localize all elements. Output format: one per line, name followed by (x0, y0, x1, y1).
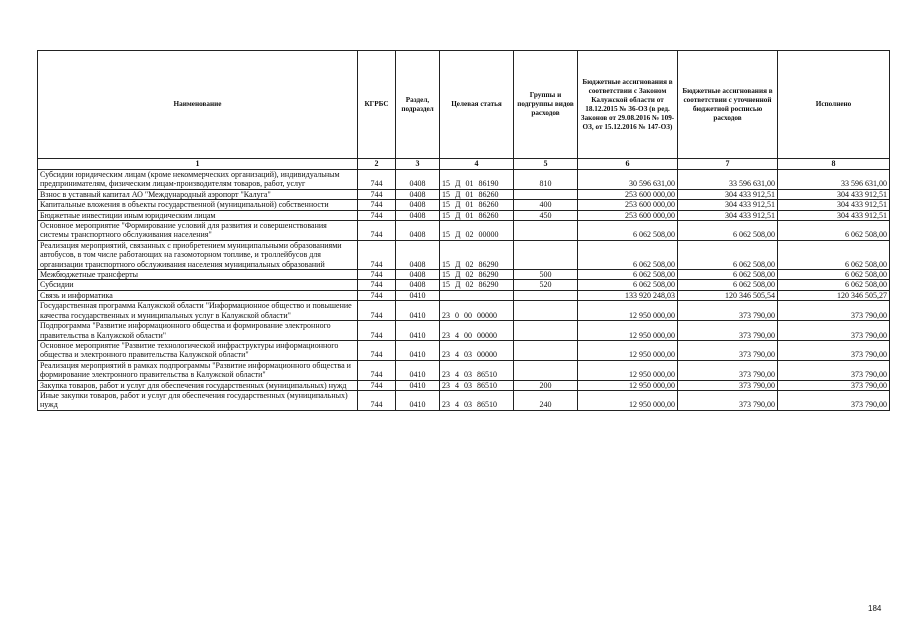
row-target: 23 4 03 00000 (440, 340, 514, 360)
row-group (514, 221, 578, 241)
row-section: 0408 (396, 210, 440, 220)
row-law-alloc: 6 062 508,00 (578, 270, 678, 280)
row-executed: 6 062 508,00 (778, 221, 890, 241)
row-executed: 6 062 508,00 (778, 280, 890, 290)
table-row (38, 189, 890, 199)
column-number: 6 (578, 159, 678, 170)
row-refined-alloc: 373 790,00 (678, 301, 778, 321)
row-kgrbs: 744 (358, 240, 396, 269)
page-number: 184 (868, 604, 882, 613)
column-number: 3 (396, 159, 440, 170)
column-number-row (38, 159, 890, 170)
table-row (38, 221, 890, 241)
row-law-alloc: 6 062 508,00 (578, 221, 678, 241)
row-name: Закупка товаров, работ и услуг для обеспечения государственных (муниципальных) нужд (38, 380, 358, 390)
row-group: 240 (514, 390, 578, 410)
row-target: 15 Д 01 86260 (440, 210, 514, 220)
row-law-alloc: 253 600 000,00 (578, 189, 678, 199)
row-law-alloc: 253 600 000,00 (578, 200, 678, 210)
row-section: 0410 (396, 340, 440, 360)
row-law-alloc: 6 062 508,00 (578, 280, 678, 290)
row-executed: 373 790,00 (778, 321, 890, 341)
row-name: Бюджетные инвестиции иным юридическим лицам (38, 210, 358, 220)
row-refined-alloc: 373 790,00 (678, 340, 778, 360)
table-row (38, 301, 890, 321)
row-section: 0410 (396, 380, 440, 390)
row-refined-alloc: 6 062 508,00 (678, 280, 778, 290)
row-target: 15 Д 02 00000 (440, 221, 514, 241)
row-law-alloc: 6 062 508,00 (578, 240, 678, 269)
table-row (38, 380, 890, 390)
row-group: 520 (514, 280, 578, 290)
row-section: 0408 (396, 170, 440, 190)
row-section: 0410 (396, 360, 440, 380)
row-section: 0410 (396, 321, 440, 341)
row-group (514, 321, 578, 341)
row-group (514, 301, 578, 321)
row-refined-alloc: 304 433 912,51 (678, 200, 778, 210)
column-number: 2 (358, 159, 396, 170)
column-number: 7 (678, 159, 778, 170)
row-name: Субсидии юридическим лицам (кроме некоммерческих организаций), индивидуальным предпринимателям, физическим лицам-производителям товаров, работ, услуг (38, 170, 358, 190)
row-target: 23 4 00 00000 (440, 321, 514, 341)
row-executed: 304 433 912,51 (778, 189, 890, 199)
row-kgrbs: 744 (358, 380, 396, 390)
row-refined-alloc: 33 596 631,00 (678, 170, 778, 190)
row-executed: 373 790,00 (778, 340, 890, 360)
table-row (38, 360, 890, 380)
row-law-alloc: 133 920 248,03 (578, 290, 678, 300)
row-kgrbs: 744 (358, 210, 396, 220)
row-law-alloc: 12 950 000,00 (578, 301, 678, 321)
row-kgrbs: 744 (358, 200, 396, 210)
row-target: 23 0 00 00000 (440, 301, 514, 321)
row-law-alloc: 12 950 000,00 (578, 390, 678, 410)
row-target (440, 290, 514, 300)
row-name: Капитальные вложения в объекты государственной (муниципальной) собственности (38, 200, 358, 210)
row-name: Межбюджетные трансферты (38, 270, 358, 280)
budget-table (37, 50, 890, 411)
table-row (38, 340, 890, 360)
row-executed: 373 790,00 (778, 301, 890, 321)
row-refined-alloc: 373 790,00 (678, 321, 778, 341)
column-number: 8 (778, 159, 890, 170)
row-kgrbs: 744 (358, 170, 396, 190)
table-row (38, 280, 890, 290)
row-target: 15 Д 02 86290 (440, 270, 514, 280)
header-row (38, 51, 890, 159)
row-law-alloc: 12 950 000,00 (578, 360, 678, 380)
column-number: 4 (440, 159, 514, 170)
row-kgrbs: 744 (358, 290, 396, 300)
row-group: 810 (514, 170, 578, 190)
row-group: 400 (514, 200, 578, 210)
header-executed: Исполнено (778, 51, 890, 159)
row-group: 500 (514, 270, 578, 280)
row-refined-alloc: 6 062 508,00 (678, 221, 778, 241)
table-row (38, 390, 890, 410)
row-executed: 6 062 508,00 (778, 240, 890, 269)
row-target: 15 Д 02 86290 (440, 240, 514, 269)
row-kgrbs: 744 (358, 221, 396, 241)
row-name: Основное мероприятие "Формирование условий для развития и совершенствования системы транспортного обслуживания населения" (38, 221, 358, 241)
row-section: 0408 (396, 200, 440, 210)
row-executed: 304 433 912,51 (778, 200, 890, 210)
header-section: Раздел, подраздел (396, 51, 440, 159)
row-refined-alloc: 6 062 508,00 (678, 240, 778, 269)
row-group: 450 (514, 210, 578, 220)
table-row (38, 170, 890, 190)
row-refined-alloc: 304 433 912,51 (678, 189, 778, 199)
row-kgrbs: 744 (358, 360, 396, 380)
row-name: Реализация мероприятий, связанных с приобретением муниципальными образованиями автобусов, в том числе работающих на газомоторном топливе, и троллейбусов для организации транспортного обслуживания населения муниципальных образований (38, 240, 358, 269)
row-refined-alloc: 304 433 912,51 (678, 210, 778, 220)
table-body (38, 170, 890, 411)
row-group (514, 189, 578, 199)
row-target: 15 Д 01 86190 (440, 170, 514, 190)
row-target: 15 Д 01 86260 (440, 189, 514, 199)
row-executed: 373 790,00 (778, 390, 890, 410)
header-name: Наименование (38, 51, 358, 159)
row-executed: 6 062 508,00 (778, 270, 890, 280)
row-law-alloc: 12 950 000,00 (578, 380, 678, 390)
row-refined-alloc: 373 790,00 (678, 380, 778, 390)
row-section: 0408 (396, 221, 440, 241)
row-group (514, 360, 578, 380)
header-law-alloc: Бюджетные ассигнования в соответствии с Законом Калужской области от 18.12.2015 № 36-ОЗ (в ред. Законов от 29.08.2016 № 109-ОЗ, от 15.12.2016 № 147-ОЗ) (578, 51, 678, 159)
row-name: Связь и информатика (38, 290, 358, 300)
row-kgrbs: 744 (358, 189, 396, 199)
column-number: 1 (38, 159, 358, 170)
column-number: 5 (514, 159, 578, 170)
header-kgrbs: КГРБС (358, 51, 396, 159)
header-refined-alloc: Бюджетные ассигнования в соответствии с уточненной бюджетной росписью расходов (678, 51, 778, 159)
row-refined-alloc: 373 790,00 (678, 360, 778, 380)
row-executed: 373 790,00 (778, 360, 890, 380)
row-name: Реализация мероприятий в рамках подпрограммы "Развитие информационного общества и формирование электронного правительства в Калужской области" (38, 360, 358, 380)
row-name: Субсидии (38, 280, 358, 290)
row-group (514, 340, 578, 360)
row-kgrbs: 744 (358, 301, 396, 321)
row-section: 0408 (396, 280, 440, 290)
row-group: 200 (514, 380, 578, 390)
row-executed: 120 346 505,27 (778, 290, 890, 300)
row-target: 15 Д 01 86260 (440, 200, 514, 210)
row-name: Иные закупки товаров, работ и услуг для обеспечения государственных (муниципальных) нужд (38, 390, 358, 410)
table-row (38, 210, 890, 220)
row-kgrbs: 744 (358, 280, 396, 290)
row-refined-alloc: 120 346 505,54 (678, 290, 778, 300)
header-groups: Группы и подгруппы видов расходов (514, 51, 578, 159)
row-section: 0408 (396, 189, 440, 199)
row-refined-alloc: 6 062 508,00 (678, 270, 778, 280)
row-target: 15 Д 02 86290 (440, 280, 514, 290)
row-target: 23 4 03 86510 (440, 390, 514, 410)
row-name: Взнос в уставный капитал АО "Международный аэропорт "Калуга" (38, 189, 358, 199)
row-executed: 373 790,00 (778, 380, 890, 390)
row-kgrbs: 744 (358, 321, 396, 341)
row-section: 0408 (396, 270, 440, 280)
row-law-alloc: 253 600 000,00 (578, 210, 678, 220)
table-row (38, 290, 890, 300)
row-group (514, 290, 578, 300)
row-target: 23 4 03 86510 (440, 380, 514, 390)
row-name: Подпрограмма "Развитие информационного общества и формирование электронного правительства в Калужской области" (38, 321, 358, 341)
row-group (514, 240, 578, 269)
table-row (38, 240, 890, 269)
row-kgrbs: 744 (358, 340, 396, 360)
row-section: 0410 (396, 290, 440, 300)
row-refined-alloc: 373 790,00 (678, 390, 778, 410)
header-target: Целевая статья (440, 51, 514, 159)
table-row (38, 270, 890, 280)
row-name: Основное мероприятие "Развитие технологической инфраструктуры информационного общества и электронного правительства Калужской области" (38, 340, 358, 360)
row-section: 0410 (396, 390, 440, 410)
row-executed: 33 596 631,00 (778, 170, 890, 190)
row-law-alloc: 12 950 000,00 (578, 321, 678, 341)
row-section: 0410 (396, 301, 440, 321)
table-row (38, 321, 890, 341)
row-kgrbs: 744 (358, 390, 396, 410)
row-name: Государственная программа Калужской области "Информационное общество и повышение качества государственных и муниципальных услуг в Калужской области" (38, 301, 358, 321)
table-row (38, 200, 890, 210)
row-kgrbs: 744 (358, 270, 396, 280)
row-executed: 304 433 912,51 (778, 210, 890, 220)
row-target: 23 4 03 86510 (440, 360, 514, 380)
row-law-alloc: 30 596 631,00 (578, 170, 678, 190)
row-section: 0408 (396, 240, 440, 269)
row-law-alloc: 12 950 000,00 (578, 340, 678, 360)
